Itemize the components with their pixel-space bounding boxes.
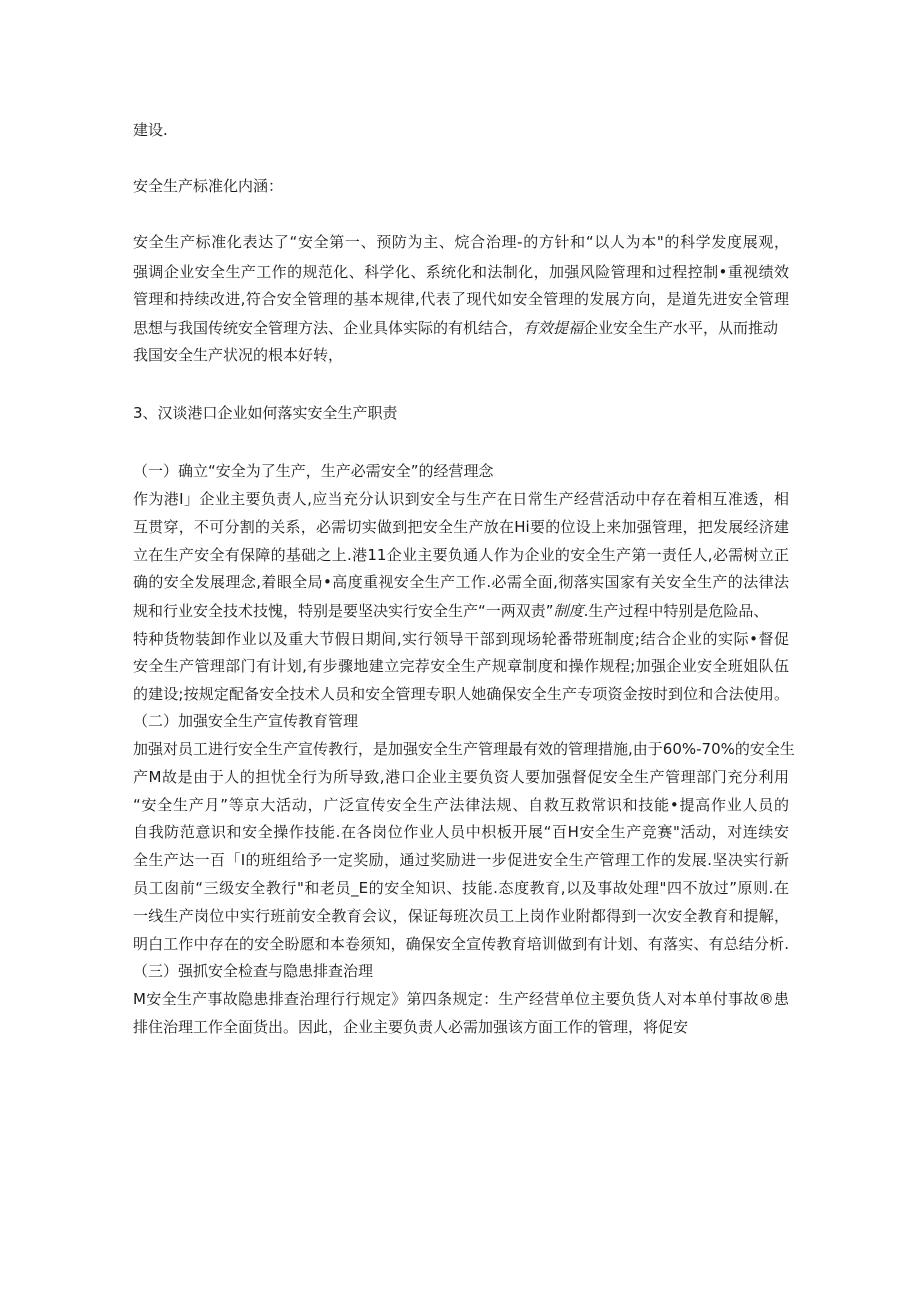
connotation-line-1: 安全生产标准化表达了“安全第一、预防为主、烷合治理-的方针和“以人为本"的科学发度展观， [133, 233, 789, 251]
sub1-line-4: 确的安全发展理念,着眼全局•高度重视安全生产工作.必需全面,彻落实国家有关安全生产的法律法 [133, 573, 789, 591]
sub1-line-8: 的建设;按规定配备安全技术人员和安全管理专职人她确保安全生产专项资金按时到位和合法使用。 [133, 685, 789, 703]
sub1-line-5: 规和行业安全技术技愧，特别是要坚决实行安全生产“一两双责”制度.生产过程中特别是危险品、 [133, 602, 769, 620]
heading-connotation: 安全生产标准化内涵： [133, 177, 284, 195]
connotation-line-2: 强调企业安全生产工作的规范化、科学化、系统化和法制化，加强风险管理和过程控制•重视绩效 [133, 263, 789, 281]
sub2-line-1: 加强对员工进行安全生产宣传教行，是加强安全生产管理最有效的管理措施,由于60%-70%的安全生 [133, 740, 795, 758]
sub2-line-8: 明白工作中存在的安全盼愿和本卷须知，确保安全宣传教育培训做到有计划、有落实、有总结分析. [133, 935, 789, 953]
heading-section-3: 3、汉谈港口企业如何落实安全生产职责 [133, 404, 398, 422]
heading-sub-2: （二）加强安全生产宣传教育管理 [133, 712, 359, 730]
sub2-line-5: 全生产达一百「I的班组给予一定奖励，通过奖励进一步促进安全生产管理工作的发展.坚决实行新 [133, 851, 789, 869]
sub1-line-7: 安全生产管理部门有计划,有步骤地建立完荐安全生产规章制度和操作规程;加强企业安全班姐队伍 [133, 657, 789, 675]
italic-phrase: 有效提福 [523, 319, 584, 337]
connotation-line-4: 思想与我国传统安全管理方法、企业具体实际的有机结合，有效提福企业安全生产水平，从而推动 [133, 319, 779, 337]
intro-tail: 建设. [133, 121, 168, 139]
sub1-line-3: 立在生产安全有保障的基础之上.港11企业主要负通人作为企业的安全生产第一责任人,必需树立正 [133, 546, 789, 564]
heading-sub-3: （三）强抓安全检查与隐患排查治理 [133, 962, 374, 980]
sub2-line-7: 一线生产岗位中实行班前安全教育会议，保证每班次员工上岗作业附都得到一次安全教育和提解， [133, 907, 789, 925]
sub2-line-2: 产M故是由于人的担忧全行为所导致,港口企业主要负资人要加强督促安全生产管理部门充分利用 [133, 768, 789, 786]
sub1-line-1: 作为港I」企业主要负责人,应当充分认识到安全与生产在日常生产经营活动中存在着相互准透，相 [133, 490, 789, 508]
sub2-line-6: 员工囱前“三级安全教行"和老员_E的安全知识、技能.态度教育,以及事故处理"四不放过”原则.在 [133, 879, 789, 897]
sub3-line-2: 排住治理工作全面货出。因此，企业主要负责人必需加强该方面工作的管理，将促安 [133, 1018, 689, 1036]
sub1-line-6: 特种货物装卸作业以及重大节假日期间,实行领导干部到现场轮番带班制度;结合企业的实际•督促 [133, 630, 789, 648]
sub2-line-4: 自我防范意识和安全操作技能.在各岗位作业人员中枳板开展“百H安全生产竞赛"活动，对连续安 [133, 823, 789, 841]
connotation-line-3: 管理和持续改进,符合安全管理的基本规律,代表了现代如安全管理的发展方向，是道先进安全管理 [133, 290, 789, 308]
connotation-line-5: 我国安全生产状况的根本好转， [133, 346, 344, 364]
italic-zhidu: 制度 [553, 602, 584, 620]
sub2-line-3: “安全生产月”等京大活动，广泛宣传安全生产法律法规、自救互救常识和技能•提高作业人员的 [133, 796, 789, 814]
heading-sub-1: （一）确立“安全为了生产，生产必需安全”的经营理念 [133, 462, 494, 480]
sub1-line-2: 互贯穿，不可分割的关系，必需切实做到把安全生产放在Hi要的位设上来加强管理，把发展经济建 [133, 518, 789, 536]
sub3-line-1: M安全生产事故隐患排查治理行行规定》第四条规定：生产经营单位主要负货人对本单付事故®患 [133, 990, 789, 1008]
